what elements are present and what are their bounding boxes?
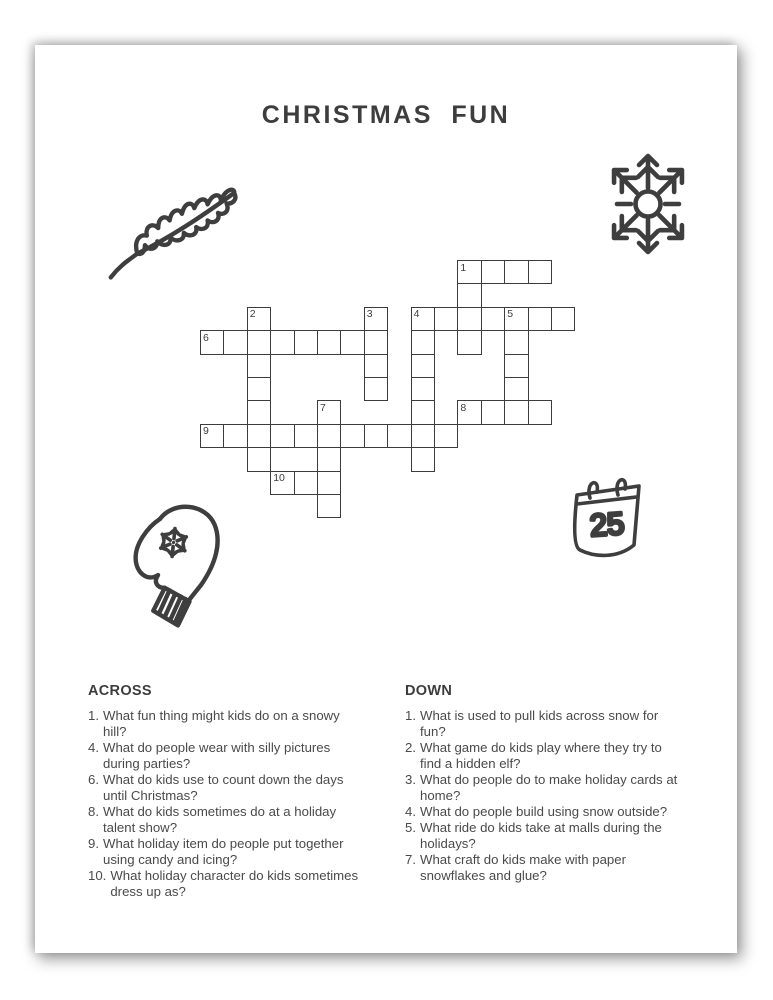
grid-cell[interactable] bbox=[387, 424, 411, 448]
clue-number-label: 6. bbox=[88, 772, 99, 787]
clue-text: What game do kids play where they try to find a hidden elf? bbox=[420, 740, 662, 771]
clue-text: What ride do kids take at malls during the holidays? bbox=[420, 820, 662, 851]
worksheet-title: CHRISTMAS FUN bbox=[261, 101, 511, 129]
across-clue-item bbox=[88, 836, 360, 868]
clue-number-label: 9. bbox=[88, 836, 99, 851]
clue-number-label: 7. bbox=[405, 852, 416, 867]
grid-cell[interactable] bbox=[457, 307, 481, 331]
clues-across bbox=[88, 683, 360, 900]
grid-cell[interactable] bbox=[247, 424, 271, 448]
clue-text: What craft do kids make with paper snowflakes and glue? bbox=[420, 852, 626, 883]
grid-cell[interactable] bbox=[434, 307, 458, 331]
grid-cell[interactable] bbox=[411, 330, 435, 354]
clue-number-label: 10. bbox=[88, 868, 107, 883]
grid-cell[interactable] bbox=[504, 330, 528, 354]
across-clue-list bbox=[88, 708, 360, 900]
snowflake-icon bbox=[593, 145, 703, 261]
grid-cell[interactable] bbox=[364, 354, 388, 378]
grid-cell[interactable] bbox=[528, 400, 552, 424]
down-clue-item bbox=[405, 708, 683, 740]
grid-cell[interactable] bbox=[457, 330, 481, 354]
grid-cell[interactable] bbox=[504, 400, 528, 424]
down-clue-item bbox=[405, 772, 683, 804]
grid-cell[interactable] bbox=[551, 307, 575, 331]
clue-text: What do kids sometimes do at a holiday talent show? bbox=[103, 804, 337, 835]
grid-cell[interactable] bbox=[364, 424, 388, 448]
clue-text: What do people wear with silly pictures during parties? bbox=[103, 740, 331, 771]
cell-number: 9 bbox=[203, 425, 209, 438]
grid-cell[interactable] bbox=[528, 260, 552, 284]
grid-cell[interactable] bbox=[411, 354, 435, 378]
across-clue-item bbox=[88, 804, 360, 836]
grid-cell[interactable] bbox=[317, 494, 341, 518]
grid-cell[interactable] bbox=[317, 447, 341, 471]
across-clue-item bbox=[88, 772, 360, 804]
cell-number: 10 bbox=[273, 472, 285, 485]
clue-text: What is used to pull kids across snow for fun? bbox=[420, 708, 659, 739]
grid-cell[interactable] bbox=[364, 377, 388, 401]
cell-number: 7 bbox=[320, 401, 326, 414]
clues-down bbox=[405, 683, 683, 884]
grid-cell[interactable] bbox=[481, 260, 505, 284]
clue-number-label: 8. bbox=[88, 804, 99, 819]
down-clue-item bbox=[405, 740, 683, 772]
clue-text: What holiday character do kids sometimes dress up as? bbox=[110, 868, 359, 899]
across-clue-item bbox=[88, 868, 360, 900]
clue-number-label: 4. bbox=[405, 804, 416, 819]
grid-cell[interactable] bbox=[223, 330, 247, 354]
grid-cell[interactable] bbox=[247, 354, 271, 378]
grid-cell[interactable] bbox=[317, 424, 341, 448]
down-heading: DOWN bbox=[405, 683, 453, 699]
grid-cell[interactable] bbox=[411, 447, 435, 471]
cell-number: 1 bbox=[460, 261, 467, 274]
clue-number-label: 2. bbox=[405, 740, 416, 755]
grid-cell[interactable] bbox=[457, 283, 481, 307]
clue-number-label: 4. bbox=[88, 740, 99, 755]
grid-cell[interactable] bbox=[481, 400, 505, 424]
grid-cell[interactable] bbox=[340, 424, 364, 448]
grid-cell[interactable] bbox=[223, 424, 247, 448]
clue-number-label: 1. bbox=[88, 708, 99, 723]
grid-cell[interactable] bbox=[294, 471, 318, 495]
clue-number-label: 3. bbox=[405, 772, 416, 787]
grid-cell[interactable] bbox=[247, 400, 271, 424]
across-heading: ACROSS bbox=[88, 683, 152, 699]
mitten-icon bbox=[125, 497, 229, 637]
clue-text: What holiday item do people put together using candy and icing? bbox=[103, 836, 344, 867]
down-clue-item bbox=[405, 820, 683, 852]
clue-text: What fun thing might kids do on a snowy hill? bbox=[103, 708, 340, 739]
down-clue-list bbox=[405, 708, 683, 884]
cell-number: 8 bbox=[460, 401, 467, 414]
grid-cell[interactable] bbox=[411, 377, 435, 401]
cell-number: 4 bbox=[413, 308, 420, 321]
grid-cell[interactable] bbox=[411, 400, 435, 424]
grid-cell[interactable] bbox=[270, 330, 294, 354]
grid-cell[interactable] bbox=[247, 330, 271, 354]
crossword-grid bbox=[200, 260, 575, 518]
down-clue-item bbox=[405, 852, 683, 884]
cell-number: 3 bbox=[366, 308, 373, 321]
cell-number: 6 bbox=[203, 331, 209, 344]
grid-cell[interactable] bbox=[411, 424, 435, 448]
grid-cell[interactable] bbox=[294, 330, 318, 354]
grid-cell[interactable] bbox=[364, 330, 388, 354]
clue-number-label: 5. bbox=[405, 820, 416, 835]
clue-number-label: 1. bbox=[405, 708, 416, 723]
grid-cell[interactable] bbox=[504, 260, 528, 284]
grid-cell[interactable] bbox=[317, 471, 341, 495]
grid-cell[interactable] bbox=[528, 307, 552, 331]
cell-number: 5 bbox=[507, 308, 514, 321]
calendar-icon bbox=[563, 471, 649, 567]
grid-cell[interactable] bbox=[317, 330, 341, 354]
clue-text: What do people build using snow outside? bbox=[420, 804, 668, 819]
grid-cell[interactable] bbox=[504, 377, 528, 401]
grid-cell[interactable] bbox=[434, 424, 458, 448]
clue-text: What do kids use to count down the days until Christmas? bbox=[103, 772, 344, 803]
grid-cell[interactable] bbox=[247, 447, 271, 471]
calendar-day: 25 bbox=[588, 505, 626, 544]
cell-number: 2 bbox=[249, 308, 256, 321]
across-clue-item bbox=[88, 740, 360, 772]
worksheet-page bbox=[35, 45, 737, 953]
grid-cell[interactable] bbox=[270, 424, 294, 448]
down-clue-item bbox=[405, 804, 683, 820]
grid-cell[interactable] bbox=[481, 307, 505, 331]
grid-cell[interactable] bbox=[340, 330, 364, 354]
across-clue-item bbox=[88, 708, 360, 740]
grid-cell[interactable] bbox=[247, 377, 271, 401]
grid-cell[interactable] bbox=[294, 424, 318, 448]
grid-cell[interactable] bbox=[504, 354, 528, 378]
clue-text: What do people do to make holiday cards at home? bbox=[420, 772, 678, 803]
